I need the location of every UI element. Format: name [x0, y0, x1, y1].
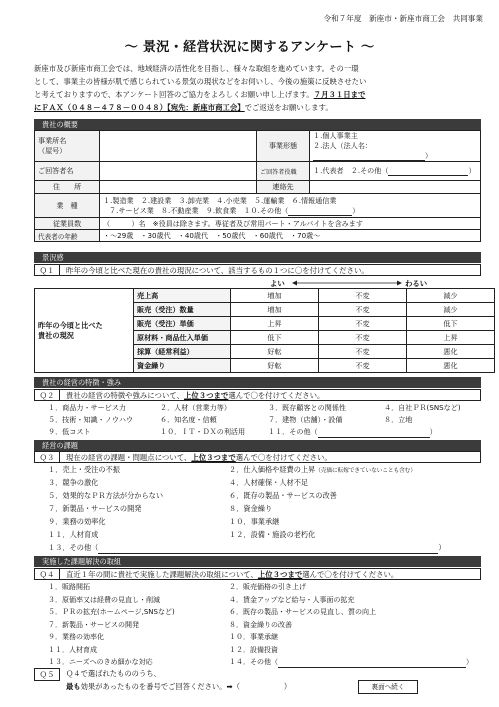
q2-option[interactable]: ２．人材（営業力等） — [160, 403, 231, 412]
role-label: ご回答者役職 — [257, 162, 310, 181]
q2-option[interactable]: ７．建物（店舗）・設備 — [268, 415, 343, 424]
contact-label: 連絡先 — [257, 181, 310, 194]
q4-option[interactable]: ７．新製品・サービスの開発 — [48, 620, 139, 629]
q1-choice[interactable]: 好転 — [231, 345, 319, 359]
q1-item: 販売（受注）数量 — [134, 303, 231, 317]
section-issues: 経営の課題 — [34, 440, 481, 451]
scale-arrow — [292, 280, 402, 286]
scale-good-label: よい — [270, 279, 285, 288]
deadline-text: ７月３１日まで — [313, 90, 366, 99]
q1-choice[interactable]: 不変 — [319, 289, 407, 303]
q2-emphasis: 上位３つまで — [183, 391, 229, 400]
address-field[interactable] — [100, 181, 257, 194]
q1-item: 採算（経常利益） — [134, 345, 231, 359]
q1-choice[interactable]: 減少 — [407, 289, 495, 303]
q2-number: Ｑ２ — [35, 390, 60, 400]
q2-option[interactable]: ４．自社ＰＲ(SNSなど) — [384, 403, 461, 412]
q4-option[interactable]: １．販路開拓 — [48, 583, 90, 591]
q5-emphasis: 最も — [66, 682, 81, 691]
q4-option[interactable]: １０．事業承継 — [229, 633, 278, 641]
q1-choice[interactable]: 悪化 — [407, 359, 495, 373]
q1-choice[interactable]: 不変 — [319, 345, 407, 359]
q3-option[interactable]: １１．人材育成 — [48, 530, 99, 539]
q1-number: Ｑ１ — [35, 265, 60, 275]
respondent-field[interactable] — [100, 162, 257, 181]
q4-option[interactable]: １１．人材育成 — [48, 645, 97, 654]
intro-line-2: として、事業主の皆様が肌で感じられている景気の現状などをお伺いし、今後の施策に反映させたい — [34, 77, 367, 86]
q4-option[interactable]: ４．賃金アップなど給与・人事面の拡充 — [229, 595, 355, 604]
intro-line-3: と考えておりますので、本アンケート回答のご協力をよろしくお願い申し上げます。 — [34, 90, 314, 99]
q3-option-note: （売価に転嫁できていないことも含む） — [315, 468, 416, 474]
q1-choice[interactable]: 低下 — [407, 317, 495, 331]
role-options[interactable]: １.代表者 ２.その他（ ） — [310, 162, 481, 181]
q4-question: Ｑ４ 直近１年の間に貴社で実施した課題解決の取組について、上位３つまで選んで〇を付けてください。 — [34, 568, 481, 580]
q1-choice[interactable]: 減少 — [407, 303, 495, 317]
q1-choice[interactable]: 不変 — [319, 359, 407, 373]
section-company-overview: 貴社の概要 — [34, 119, 481, 130]
q4-option[interactable]: ３．原価率又は経費の見直し・削減 — [48, 595, 160, 604]
q4-number: Ｑ４ — [35, 569, 60, 579]
q2-option[interactable]: ８．立地 — [384, 415, 413, 424]
contact-field[interactable] — [310, 181, 481, 194]
q3-option[interactable]: ６．既存の製品・サービスの改善 — [229, 491, 337, 500]
fax-line: にＦＡＸ（０４８－４７８－００４８）【宛先：新座市商工会】 — [34, 103, 245, 112]
q1-table — [34, 288, 495, 373]
employees-field[interactable]: （ ）名 ※役員は除きます。専従者及び常用パート・アルバイトを含みます — [100, 218, 481, 230]
q3-option[interactable]: ４．人材確保・人材不足 — [229, 478, 309, 487]
business-name-field[interactable] — [100, 131, 257, 162]
address-label: 住 所 — [35, 181, 100, 194]
q3-option[interactable]: ３．競争の激化 — [48, 478, 99, 487]
form-option-sole[interactable]: １.個人事業主 — [313, 131, 358, 140]
q3-number: Ｑ３ — [35, 452, 60, 462]
employees-label: 従業員数 — [35, 218, 100, 230]
q1-question — [34, 264, 481, 276]
q1-choice[interactable]: 増加 — [231, 289, 319, 303]
q2-option[interactable]: ６．知名度・信頼 — [160, 415, 217, 424]
q3-emphasis: 上位３つまで — [191, 453, 236, 462]
q3-option[interactable]: ８．資金繰り — [229, 504, 273, 513]
q4-option[interactable]: ５．ＰＲの拡充(ホームページ,SNSなど) — [48, 608, 175, 616]
q1-item: 資金繰り — [134, 359, 231, 373]
business-name-label: 事業所名 （屋号） — [35, 131, 100, 162]
q4-option[interactable]: １３．ニーズへのきめ細かな対応 — [48, 658, 153, 666]
organizer-line: 令和７年度 新座市・新座市商工会 共同事業 — [323, 14, 483, 23]
industry-label: 業 種 — [35, 194, 100, 218]
q1-choice[interactable]: 上昇 — [231, 317, 319, 331]
page-title: ～ 景況・経営状況に関するアンケート ～ — [124, 40, 375, 55]
q5-line-1: Ｑ４で選ばれたもののうち、 — [66, 669, 161, 678]
q4-emphasis: 上位３つまで — [257, 570, 303, 579]
q2-option[interactable]: １０．ＩＴ・ＤＸの利活用 — [160, 427, 246, 436]
q2-option[interactable]: １．商品力・サービス力 — [48, 403, 127, 412]
q2-question: Ｑ２ 貴社の経営の特徴や強みについて、上位３つまで選んで〇を付けてください。 — [34, 389, 481, 401]
q3-option[interactable]: ２．仕入価格や経費の上昇（売価に転嫁できていないことも含む） — [229, 465, 416, 474]
section-strengths: 貴社の経営の特徴・強み — [34, 377, 481, 388]
q1-item: 売上高 — [134, 289, 231, 303]
q3-option[interactable]: １０．事業承継 — [229, 517, 280, 526]
q5-line-2[interactable]: 最も効果があったものを番号でご回答ください。➡（ ） — [66, 682, 292, 691]
q1-choice[interactable]: 不変 — [319, 303, 407, 317]
business-form-options[interactable] — [310, 131, 481, 162]
q1-choice[interactable]: 好転 — [231, 359, 319, 373]
q3-option[interactable]: ９．業務の効率化 — [48, 517, 106, 526]
q1-choice[interactable]: 不変 — [319, 331, 407, 345]
q4-option[interactable]: ９．業務の効率化 — [48, 633, 104, 641]
q4-option[interactable]: ６．既存の製品・サービスの見直し、質の向上 — [229, 608, 376, 616]
industry-options[interactable]: １.製造業 ２.建設業 ３.卸売業 ４.小売業 ５.運輸業 ６.情報通信業 ７.サービス業 ８.不動産業 ９.飲食業 １０.その他（ ） — [100, 194, 481, 218]
q3-question: Ｑ３ 現在の経営の課題・問題点について、上位３つまで選んで〇を付けてください。 — [34, 451, 481, 463]
continue-to-back-button[interactable]: 裏面へ続く — [358, 680, 418, 694]
company-table — [34, 130, 481, 242]
q2-option[interactable]: ５．技術・知識・ノウハウ — [48, 415, 134, 424]
q1-item: 販売（受注）単価 — [134, 317, 231, 331]
section-business-sentiment: 景況感 — [34, 252, 481, 263]
q2-option[interactable]: ３．既存顧客との関係性 — [268, 403, 347, 412]
form-option-corp[interactable]: ２.法人（法人名：） — [313, 141, 433, 160]
q4-option[interactable]: ８．資金繰りの改善 — [229, 620, 292, 629]
q1-row-head: 昨年の今頃と比べた 貴社の現況 — [35, 289, 134, 373]
q2-option[interactable]: ９．低コスト — [48, 427, 91, 436]
q3-option[interactable]: ７．新製品・サービスの開発 — [48, 504, 142, 513]
q1-choice[interactable]: 不変 — [319, 317, 407, 331]
q3-option[interactable]: ５．効果的なＰＲ方法が分からない — [48, 491, 164, 500]
section-solutions: 実施した課題解決の取組 — [34, 556, 481, 567]
q2-option-other[interactable]: １１．その他（ ） — [268, 426, 437, 438]
q1-text: 昨年の今頃と比べた現在の貴社の現況について、該当するもの１つに〇を付けてください。 — [66, 266, 369, 275]
q5-number: Ｑ５ — [34, 668, 60, 681]
q1-choice[interactable]: 上昇 — [407, 331, 495, 345]
age-options[interactable]: ・～29歳 ・30歳代 ・40歳代 ・50歳代 ・60歳代 ・70歳～ — [100, 230, 481, 242]
q3-option[interactable]: １２．設備・施設の老朽化 — [229, 530, 316, 539]
q4-option[interactable]: １２．設備投資 — [229, 645, 278, 654]
respondent-label: ご回答者名 — [35, 162, 100, 181]
fax-suffix: でご返送をお願いします。 — [244, 103, 333, 112]
q1-item: 原材料・商品仕入単価 — [134, 331, 231, 345]
q4-option[interactable]: ２．販売価格の引き上げ — [229, 583, 306, 591]
q4-option-other[interactable]: １４．その他（ ） — [229, 656, 473, 668]
q1-choice[interactable]: 増加 — [231, 303, 319, 317]
q1-choice[interactable]: 悪化 — [407, 345, 495, 359]
scale-bad-label: わるい — [405, 279, 428, 288]
intro-line-1: 新座市及び新座市商工会では、地域経済の活性化を目指し、様々な取組を進めています。その一環 — [34, 64, 359, 73]
age-label: 代表者の年齢 — [35, 230, 100, 242]
q1-choice[interactable]: 低下 — [231, 331, 319, 345]
q3-option[interactable]: １．売上・受注の不振 — [48, 465, 120, 474]
intro-paragraph — [34, 62, 480, 114]
q3-option-other[interactable]: １３．その他（ ） — [48, 542, 446, 554]
business-form-label: 事業形態 — [257, 131, 310, 162]
